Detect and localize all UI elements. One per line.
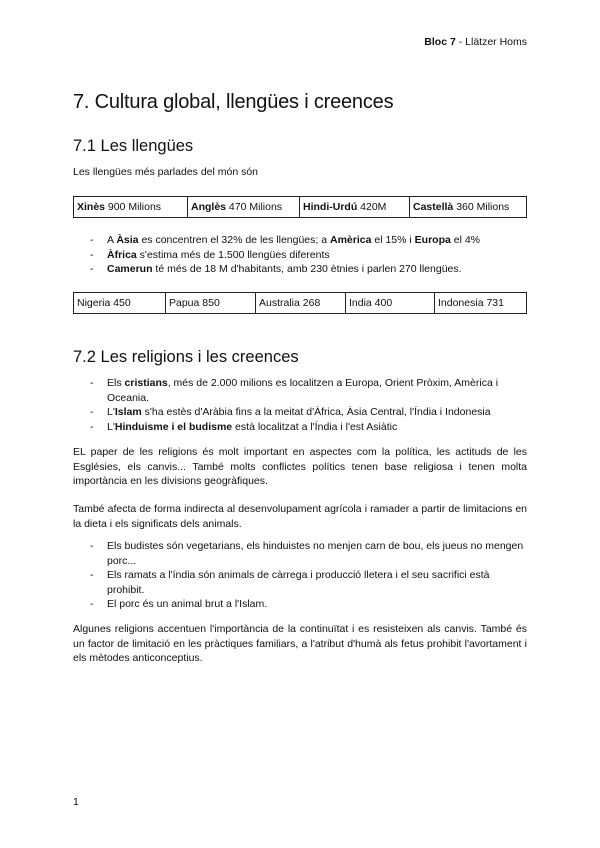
list-item: [73, 568, 527, 597]
languages-table: [73, 196, 527, 218]
list-item: [73, 539, 527, 568]
country-cell: Papua 850: [166, 293, 256, 314]
bold-text: Europa: [414, 234, 451, 246]
bullet-dash: -: [90, 377, 94, 389]
table-row: [74, 293, 527, 314]
list-item: [73, 376, 527, 405]
bold-text: Islam: [114, 406, 142, 418]
religions-bullet-list: [73, 376, 527, 434]
religions-paragraph-2: També afecta de forma indirecta al desenvolupament agrícola i ramader a partir de limitacions en la dieta i els significats dels animals.: [73, 503, 527, 530]
country-cell: Nigeria 450: [74, 293, 166, 314]
list-item: [73, 248, 527, 263]
country-cell: Australia 268: [256, 293, 346, 314]
section-heading-religions: 7.2 Les religions i les creences: [73, 348, 299, 366]
page-title: 7. Cultura global, llengües i creences: [73, 91, 394, 113]
country-cell: India 400: [346, 293, 435, 314]
text: L': [107, 420, 115, 433]
bullet-dash: -: [90, 263, 94, 275]
bold-text: Hinduisme i el budisme: [114, 420, 233, 433]
text: té més de 18 M d'habitants, amb 230 ètnies i parlen 270 llengües.: [152, 263, 462, 275]
text: Els ramats a l'índia són animals de càrrega i producció lletera i el seu sacrifici està prohibit.: [107, 569, 490, 596]
table-row: [74, 197, 527, 218]
language-cell: Anglès 470 Milions: [188, 197, 300, 218]
text: el 4%: [450, 234, 481, 246]
text: s'ha estès d'Aràbia fins a la meitat d'Àfrica, Àsia Central, l'Índia i Indonesia: [141, 406, 491, 418]
bullet-dash: -: [90, 234, 94, 246]
list-item: [73, 233, 527, 248]
list-item: [73, 262, 527, 277]
languages-bullet-list: [73, 233, 527, 277]
bullet-dash: -: [90, 598, 94, 610]
section-heading-languages: 7.1 Les llengües: [73, 137, 194, 155]
header-bloc: Bloc 7: [424, 36, 456, 48]
text: Els: [107, 377, 125, 389]
text: es concentren el 32% de les llengües; a: [138, 234, 330, 246]
list-item: [73, 405, 527, 420]
language-cell: Castellà 360 Milions: [410, 197, 527, 218]
list-item: [73, 597, 527, 612]
text: s'estima més de 1.500 llengües diferents: [136, 248, 330, 261]
religions-paragraph-1: EL paper de les religions és molt important en aspectes com la política, les actituds de les Esglésies, els canvis... També molts conflictes polítics tenen base religiosa i tenen molta importància en les divisions geogràfiques.: [73, 446, 527, 487]
header-author: - Llätzer Homs: [455, 36, 527, 48]
dietary-bullet-list: [73, 539, 527, 612]
bold-text: Amèrica: [330, 234, 372, 246]
languages-intro: Les llengües més parlades del món són: [73, 166, 259, 178]
bullet-dash: -: [90, 248, 94, 261]
text: està localitzat a l'Índia i l'est Asiàtic: [232, 420, 398, 433]
text: , més de 2.000 milions es localitzen a Europa, Orient Pròxim, Amèrica i Oceania.: [107, 377, 499, 404]
bullet-dash: -: [90, 540, 94, 552]
country-cell: Indonesia 731: [435, 293, 527, 314]
bold-text: Àsia: [116, 234, 139, 246]
text: El porc és un animal brut a l'Islam.: [107, 598, 268, 610]
bullet-dash: -: [90, 569, 94, 581]
countries-languages-table: [73, 292, 527, 314]
text: A: [107, 234, 117, 246]
language-cell: Hindi-Urdú 420M: [300, 197, 410, 218]
language-cell: Xinès 900 Milions: [74, 197, 188, 218]
bold-text: Àfrica: [107, 248, 137, 261]
bullet-dash: -: [90, 406, 94, 418]
religions-paragraph-3: Algunes religions accentuen l'importància de la continuïtat i es resisteixen als canvis. També és un factor de limitació en les pràctiques familiars, a l'atribut d'humà als fetus prohibit l'avortament i els mètodes anticonceptius.: [73, 623, 527, 664]
bold-text: Camerun: [107, 263, 153, 275]
bold-text: cristians: [124, 377, 168, 389]
text: Els budistes són vegetarians, els hinduistes no menjen carn de bou, els jueus no mengen porc...: [107, 540, 524, 567]
page-header: [424, 36, 527, 48]
text: el 15% i: [371, 234, 415, 246]
page-number: 1: [73, 796, 79, 808]
bullet-dash: -: [90, 420, 94, 433]
list-item: [73, 420, 527, 435]
text: L': [107, 406, 115, 418]
